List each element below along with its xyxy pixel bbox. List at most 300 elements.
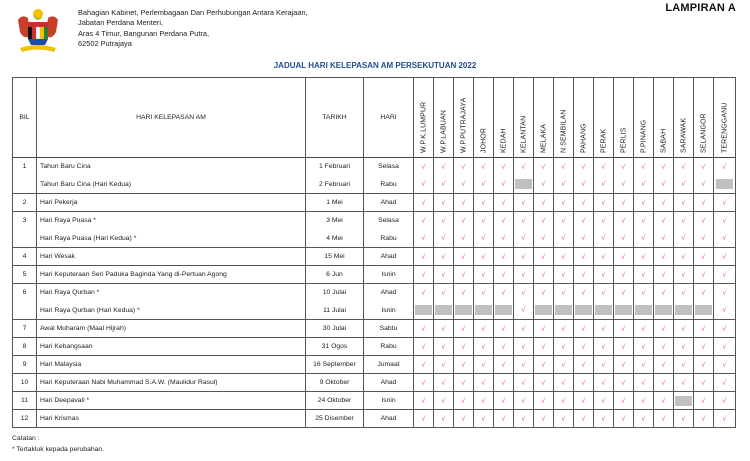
row-number: 4 [13, 248, 37, 266]
check-icon: √ [521, 216, 526, 225]
state-cell [614, 194, 634, 212]
state-cell [654, 374, 674, 392]
issuing-office-address [78, 8, 308, 49]
table-row [13, 356, 736, 374]
state-cell [454, 338, 474, 356]
state-cell [554, 356, 574, 374]
check-icon: √ [561, 378, 566, 387]
state-cell [714, 158, 736, 176]
check-icon: √ [461, 288, 466, 297]
holiday-date: 6 Jun [306, 266, 364, 284]
state-cell [694, 302, 714, 320]
state-cell [594, 356, 614, 374]
check-icon: √ [722, 396, 727, 405]
check-icon: √ [461, 396, 466, 405]
state-cell [514, 374, 534, 392]
state-cell [674, 374, 694, 392]
check-icon: √ [681, 378, 686, 387]
not-applicable-shade [716, 179, 733, 189]
state-cell [434, 158, 454, 176]
state-cell [594, 230, 614, 248]
state-cell [494, 302, 514, 320]
holiday-group [13, 212, 736, 248]
holiday-date: 15 Mei [306, 248, 364, 266]
check-icon: √ [701, 396, 706, 405]
state-cell [634, 284, 654, 302]
column-header-state [614, 78, 634, 158]
check-icon: √ [441, 252, 446, 261]
state-cell [654, 194, 674, 212]
not-applicable-shade [635, 305, 652, 315]
state-cell [674, 212, 694, 230]
holiday-weekday: Isnin [364, 392, 414, 410]
check-icon: √ [521, 324, 526, 333]
check-icon: √ [641, 198, 646, 207]
holiday-name: Tahun Baru Cina [37, 158, 306, 176]
state-cell [594, 320, 614, 338]
state-cell [534, 302, 554, 320]
check-icon: √ [481, 396, 486, 405]
state-cell [434, 356, 454, 374]
check-icon: √ [461, 378, 466, 387]
state-cell [594, 248, 614, 266]
state-cell [434, 212, 454, 230]
state-cell [414, 392, 434, 410]
check-icon: √ [681, 162, 686, 171]
check-icon: √ [441, 414, 446, 423]
check-icon: √ [521, 252, 526, 261]
state-cell [634, 194, 654, 212]
state-label: SARAWAK [680, 117, 687, 153]
state-cell [574, 338, 594, 356]
state-cell [474, 266, 494, 284]
malaysia-coat-of-arms-icon [12, 6, 64, 56]
state-cell [414, 356, 434, 374]
state-cell [414, 410, 434, 428]
table-row [13, 320, 736, 338]
check-icon: √ [621, 378, 626, 387]
check-icon: √ [521, 414, 526, 423]
state-cell [654, 302, 674, 320]
table-row [13, 392, 736, 410]
row-number: 6 [13, 284, 37, 320]
holiday-date: 2 Februari [306, 176, 364, 194]
holiday-date: 31 Ogos [306, 338, 364, 356]
state-cell [614, 392, 634, 410]
state-cell [654, 284, 674, 302]
check-icon: √ [561, 162, 566, 171]
holiday-group [13, 194, 736, 212]
check-icon: √ [501, 216, 506, 225]
check-icon: √ [641, 180, 646, 189]
state-cell [654, 320, 674, 338]
state-cell [714, 410, 736, 428]
check-icon: √ [481, 234, 486, 243]
state-cell [714, 248, 736, 266]
not-applicable-shade [675, 305, 692, 315]
state-cell [434, 266, 454, 284]
state-cell [514, 248, 534, 266]
state-cell [574, 320, 594, 338]
state-cell [674, 320, 694, 338]
not-applicable-shade [575, 305, 592, 315]
check-icon: √ [701, 234, 706, 243]
check-icon: √ [681, 324, 686, 333]
state-cell [554, 320, 574, 338]
check-icon: √ [501, 288, 506, 297]
check-icon: √ [661, 324, 666, 333]
holiday-date: 10 Julai [306, 284, 364, 302]
state-cell [454, 248, 474, 266]
row-number: 1 [13, 158, 37, 194]
state-cell [694, 284, 714, 302]
check-icon: √ [461, 324, 466, 333]
state-cell [554, 302, 574, 320]
check-icon: √ [521, 378, 526, 387]
check-icon: √ [601, 288, 606, 297]
check-icon: √ [701, 342, 706, 351]
state-cell [554, 266, 574, 284]
state-cell [594, 392, 614, 410]
row-number: 10 [13, 374, 37, 392]
check-icon: √ [481, 270, 486, 279]
check-icon: √ [722, 342, 727, 351]
state-cell [514, 356, 534, 374]
state-cell [694, 392, 714, 410]
check-icon: √ [601, 378, 606, 387]
holiday-name: Hari Pekerja [37, 194, 306, 212]
state-cell [574, 266, 594, 284]
notes-heading: Catatan : [12, 435, 40, 442]
state-cell [454, 176, 474, 194]
check-icon: √ [722, 306, 727, 315]
state-cell [514, 266, 534, 284]
state-cell [674, 302, 694, 320]
check-icon: √ [621, 324, 626, 333]
state-cell [634, 176, 654, 194]
state-cell [434, 176, 454, 194]
check-icon: √ [421, 414, 426, 423]
state-cell [634, 374, 654, 392]
state-cell [454, 392, 474, 410]
state-cell [494, 158, 514, 176]
check-icon: √ [441, 378, 446, 387]
check-icon: √ [421, 342, 426, 351]
check-icon: √ [722, 270, 727, 279]
state-cell [494, 176, 514, 194]
check-icon: √ [621, 180, 626, 189]
not-applicable-shade [455, 305, 472, 315]
holiday-weekday: Isnin [364, 266, 414, 284]
check-icon: √ [421, 252, 426, 261]
holiday-group [13, 248, 736, 266]
state-cell [694, 230, 714, 248]
state-label: W.P.LABUAN [440, 110, 447, 153]
holiday-weekday: Rabu [364, 338, 414, 356]
check-icon: √ [541, 288, 546, 297]
state-cell [534, 194, 554, 212]
holiday-group [13, 356, 736, 374]
state-cell [414, 212, 434, 230]
holiday-name: Hari Raya Puasa (Hari Kedua) * [37, 230, 306, 248]
state-label: PAHANG [580, 123, 587, 153]
state-cell [494, 230, 514, 248]
check-icon: √ [501, 342, 506, 351]
state-cell [574, 302, 594, 320]
check-icon: √ [581, 396, 586, 405]
state-cell [714, 320, 736, 338]
check-icon: √ [581, 198, 586, 207]
state-cell [414, 248, 434, 266]
state-cell [554, 230, 574, 248]
check-icon: √ [601, 360, 606, 369]
state-cell [474, 356, 494, 374]
check-icon: √ [621, 288, 626, 297]
check-icon: √ [661, 234, 666, 243]
not-applicable-shade [435, 305, 452, 315]
check-icon: √ [601, 396, 606, 405]
check-icon: √ [581, 414, 586, 423]
row-number: 3 [13, 212, 37, 248]
state-cell [594, 194, 614, 212]
state-cell [474, 248, 494, 266]
not-applicable-shade [415, 305, 432, 315]
check-icon: √ [661, 396, 666, 405]
state-label: P.PINANG [640, 119, 647, 153]
check-icon: √ [541, 378, 546, 387]
column-header-state [674, 78, 694, 158]
state-cell [474, 320, 494, 338]
header-row [13, 78, 736, 158]
holiday-group [13, 320, 736, 338]
check-icon: √ [421, 324, 426, 333]
check-icon: √ [681, 360, 686, 369]
state-cell [574, 194, 594, 212]
check-icon: √ [441, 288, 446, 297]
check-icon: √ [641, 234, 646, 243]
holiday-weekday: Ahad [364, 284, 414, 302]
check-icon: √ [701, 216, 706, 225]
check-icon: √ [661, 288, 666, 297]
state-cell [514, 194, 534, 212]
state-cell [674, 194, 694, 212]
state-cell [714, 338, 736, 356]
state-cell [674, 356, 694, 374]
check-icon: √ [481, 288, 486, 297]
state-cell [574, 392, 594, 410]
state-label: W.P.PUTRAJAYA [460, 97, 467, 153]
column-header-bil: BIL [13, 78, 37, 158]
check-icon: √ [441, 360, 446, 369]
state-cell [414, 230, 434, 248]
check-icon: √ [421, 396, 426, 405]
state-cell [634, 410, 654, 428]
check-icon: √ [561, 234, 566, 243]
state-cell [514, 338, 534, 356]
check-icon: √ [461, 360, 466, 369]
state-cell [454, 230, 474, 248]
check-icon: √ [501, 396, 506, 405]
state-cell [654, 410, 674, 428]
check-icon: √ [621, 270, 626, 279]
check-icon: √ [421, 360, 426, 369]
check-icon: √ [641, 396, 646, 405]
table-row [13, 176, 736, 194]
check-icon: √ [581, 378, 586, 387]
check-icon: √ [641, 162, 646, 171]
check-icon: √ [722, 162, 727, 171]
state-cell [414, 374, 434, 392]
holiday-group [13, 266, 736, 284]
check-icon: √ [681, 234, 686, 243]
check-icon: √ [461, 270, 466, 279]
state-cell [514, 302, 534, 320]
check-icon: √ [661, 180, 666, 189]
check-icon: √ [421, 162, 426, 171]
check-icon: √ [461, 198, 466, 207]
state-cell [594, 338, 614, 356]
state-cell [574, 212, 594, 230]
state-cell [654, 266, 674, 284]
column-header-state [454, 78, 474, 158]
not-applicable-shade [555, 305, 572, 315]
state-cell [534, 338, 554, 356]
check-icon: √ [661, 378, 666, 387]
not-applicable-shade [615, 305, 632, 315]
state-cell [534, 230, 554, 248]
check-icon: √ [701, 270, 706, 279]
state-cell [414, 176, 434, 194]
state-cell [474, 338, 494, 356]
table-row [13, 248, 736, 266]
state-cell [574, 284, 594, 302]
holiday-table [12, 77, 736, 428]
check-icon: √ [461, 216, 466, 225]
check-icon: √ [581, 270, 586, 279]
state-cell [494, 392, 514, 410]
check-icon: √ [601, 162, 606, 171]
state-label: TERENGGANU [721, 102, 728, 153]
check-icon: √ [581, 162, 586, 171]
check-icon: √ [601, 216, 606, 225]
column-header-state [694, 78, 714, 158]
state-cell [534, 374, 554, 392]
check-icon: √ [501, 180, 506, 189]
check-icon: √ [661, 162, 666, 171]
state-cell [534, 158, 554, 176]
check-icon: √ [561, 360, 566, 369]
state-cell [654, 176, 674, 194]
state-cell [614, 320, 634, 338]
state-cell [694, 248, 714, 266]
check-icon: √ [701, 162, 706, 171]
state-cell [614, 248, 634, 266]
state-cell [634, 302, 654, 320]
check-icon: √ [681, 270, 686, 279]
holiday-weekday: Sabtu [364, 320, 414, 338]
check-icon: √ [541, 234, 546, 243]
address-line: Bahagian Kabinet, Perlembagaan Dan Perhubungan Antara Kerajaan, [78, 8, 308, 17]
check-icon: √ [581, 324, 586, 333]
column-header-date: TARIKH [306, 78, 364, 158]
check-icon: √ [661, 270, 666, 279]
holiday-name: Hari Deepavali * [37, 392, 306, 410]
state-cell [454, 284, 474, 302]
check-icon: √ [581, 342, 586, 351]
holiday-name: Hari Keputeraan Seri Paduka Baginda Yang di-Pertuan Agong [37, 266, 306, 284]
holiday-name: Hari Raya Qurban (Hari Kedua) * [37, 302, 306, 320]
holiday-name: Hari Raya Qurban * [37, 284, 306, 302]
state-cell [414, 194, 434, 212]
check-icon: √ [701, 324, 706, 333]
check-icon: √ [641, 378, 646, 387]
state-cell [594, 302, 614, 320]
state-cell [674, 266, 694, 284]
check-icon: √ [661, 414, 666, 423]
state-cell [554, 338, 574, 356]
check-icon: √ [561, 414, 566, 423]
not-applicable-shade [475, 305, 492, 315]
check-icon: √ [421, 198, 426, 207]
check-icon: √ [461, 162, 466, 171]
check-icon: √ [661, 342, 666, 351]
state-cell [614, 302, 634, 320]
state-cell [414, 302, 434, 320]
column-header-state [494, 78, 514, 158]
state-cell [514, 212, 534, 230]
check-icon: √ [601, 324, 606, 333]
check-icon: √ [641, 360, 646, 369]
check-icon: √ [681, 252, 686, 261]
check-icon: √ [661, 216, 666, 225]
state-cell [514, 320, 534, 338]
state-cell [494, 248, 514, 266]
check-icon: √ [601, 198, 606, 207]
holiday-date: 9 Oktober [306, 374, 364, 392]
check-icon: √ [441, 180, 446, 189]
check-icon: √ [501, 234, 506, 243]
state-cell [454, 212, 474, 230]
check-icon: √ [521, 162, 526, 171]
state-cell [614, 230, 634, 248]
state-label: PERAK [600, 128, 607, 153]
table-row [13, 410, 736, 428]
column-header-state [714, 78, 736, 158]
holiday-name: Hari Wesak [37, 248, 306, 266]
check-icon: √ [441, 234, 446, 243]
state-cell [574, 374, 594, 392]
check-icon: √ [722, 198, 727, 207]
state-cell [614, 176, 634, 194]
holiday-group [13, 158, 736, 194]
state-cell [614, 212, 634, 230]
check-icon: √ [541, 252, 546, 261]
table-row [13, 266, 736, 284]
state-cell [554, 248, 574, 266]
check-icon: √ [561, 180, 566, 189]
column-header-state [634, 78, 654, 158]
check-icon: √ [461, 180, 466, 189]
state-cell [474, 392, 494, 410]
holiday-name: Hari Krismas [37, 410, 306, 428]
check-icon: √ [441, 216, 446, 225]
check-icon: √ [481, 216, 486, 225]
check-icon: √ [501, 252, 506, 261]
check-icon: √ [621, 414, 626, 423]
state-cell [574, 158, 594, 176]
state-cell [474, 158, 494, 176]
holiday-group [13, 374, 736, 392]
